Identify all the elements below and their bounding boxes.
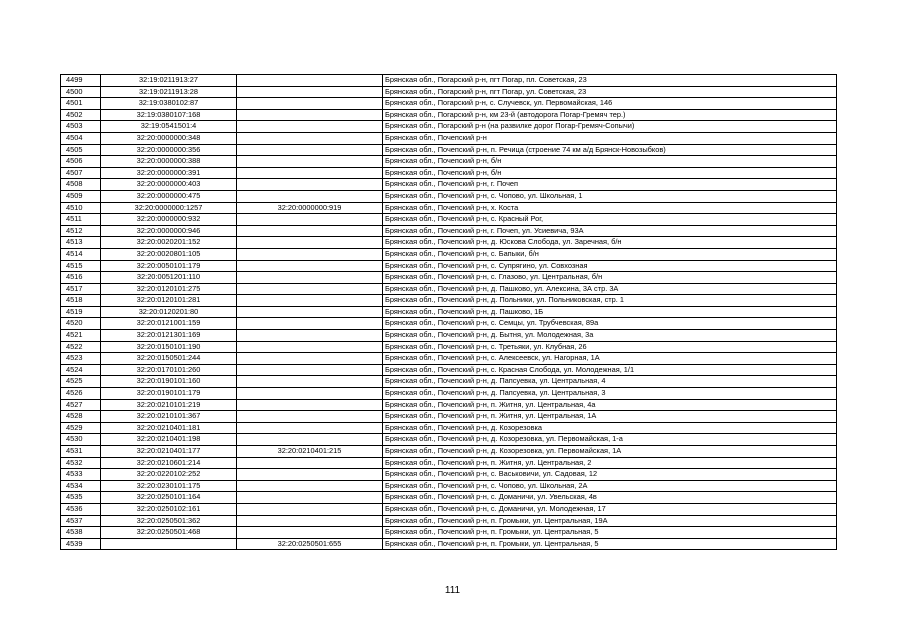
cadastral-number-cell: 32:19:0541501:4	[101, 121, 237, 133]
cadastral-number-cell	[101, 538, 237, 550]
row-number-cell: 4518	[61, 295, 101, 307]
address-cell: Брянская обл., Почепский р-н, с. Доманичи, ул. Увельская, 4в	[383, 492, 837, 504]
address-cell: Брянская обл., Почепский р-н, п. Житня, ул. Центральная, 2	[383, 457, 837, 469]
cadastral-number-cell: 32:20:0121001:159	[101, 318, 237, 330]
cadastral-number-cell: 32:20:0250501:362	[101, 515, 237, 527]
address-cell: Брянская обл., Почепский р-н, б/н	[383, 167, 837, 179]
row-number-cell: 4509	[61, 190, 101, 202]
cadastral-number-cell: 32:20:0250501:468	[101, 527, 237, 539]
table-row	[61, 503, 837, 515]
address-cell: Брянская обл., Почепский р-н, д. Козорезовка, ул. Первомайская, 1-а	[383, 434, 837, 446]
address-cell: Брянская обл., Почепский р-н, г. Почеп	[383, 179, 837, 191]
related-cadastral-number-cell	[237, 260, 383, 272]
cadastral-number-cell: 32:20:0250101:164	[101, 492, 237, 504]
row-number-cell: 4517	[61, 283, 101, 295]
related-cadastral-number-cell	[237, 248, 383, 260]
cadastral-number-cell: 32:20:0170101:260	[101, 364, 237, 376]
table-row	[61, 434, 837, 446]
row-number-cell: 4501	[61, 98, 101, 110]
table-row	[61, 388, 837, 400]
cadastral-number-cell: 32:20:0000000:475	[101, 190, 237, 202]
cadastral-number-cell: 32:20:0000000:391	[101, 167, 237, 179]
cadastral-number-cell: 32:20:0000000:946	[101, 225, 237, 237]
related-cadastral-number-cell	[237, 469, 383, 481]
table-row	[61, 480, 837, 492]
row-number-cell: 4525	[61, 376, 101, 388]
row-number-cell: 4505	[61, 144, 101, 156]
table-row	[61, 411, 837, 423]
table-row	[61, 330, 837, 342]
cadastral-number-cell: 32:20:0250102:161	[101, 503, 237, 515]
table-row	[61, 469, 837, 481]
table-row	[61, 492, 837, 504]
related-cadastral-number-cell	[237, 376, 383, 388]
related-cadastral-number-cell	[237, 515, 383, 527]
row-number-cell: 4538	[61, 527, 101, 539]
table-row	[61, 538, 837, 550]
cadastral-table	[60, 74, 837, 550]
row-number-cell: 4523	[61, 353, 101, 365]
cadastral-number-cell: 32:20:0000000:932	[101, 214, 237, 226]
address-cell: Брянская обл., Погарский р-н, пгт Погар, пл. Советская, 23	[383, 75, 837, 87]
row-number-cell: 4513	[61, 237, 101, 249]
cadastral-number-cell: 32:19:0211913:28	[101, 86, 237, 98]
related-cadastral-number-cell	[237, 318, 383, 330]
address-cell: Брянская обл., Почепский р-н, п. Речица (строение 74 км а/д Брянск-Новозыбков)	[383, 144, 837, 156]
table-row	[61, 248, 837, 260]
address-cell: Брянская обл., Почепский р-н, с. Алексеевск, ул. Нагорная, 1А	[383, 353, 837, 365]
address-cell: Брянская обл., Почепский р-н, д. Папсуевка, ул. Центральная, 4	[383, 376, 837, 388]
cadastral-number-cell: 32:20:0230101:175	[101, 480, 237, 492]
table-row	[61, 86, 837, 98]
address-cell: Брянская обл., Погарский р-н, пгт Погар, ул. Советская, 23	[383, 86, 837, 98]
related-cadastral-number-cell	[237, 86, 383, 98]
address-cell: Брянская обл., Погарский р-н, км 23-й (автодорога Погар-Гремяч тер.)	[383, 109, 837, 121]
cadastral-number-cell: 32:20:0120201:80	[101, 306, 237, 318]
address-cell: Брянская обл., Почепский р-н, б/н	[383, 156, 837, 168]
row-number-cell: 4535	[61, 492, 101, 504]
related-cadastral-number-cell	[237, 156, 383, 168]
related-cadastral-number-cell	[237, 179, 383, 191]
related-cadastral-number-cell	[237, 388, 383, 400]
address-cell: Брянская обл., Почепский р-н, с. Чопово, ул. Школьная, 1	[383, 190, 837, 202]
related-cadastral-number-cell	[237, 364, 383, 376]
cadastral-number-cell: 32:20:0000000:388	[101, 156, 237, 168]
row-number-cell: 4533	[61, 469, 101, 481]
related-cadastral-number-cell	[237, 457, 383, 469]
address-cell: Брянская обл., Почепский р-н, с. Васьковичи, ул. Садовая, 12	[383, 469, 837, 481]
address-cell: Брянская обл., Почепский р-н, с. Чопово, ул. Школьная, 2А	[383, 480, 837, 492]
cadastral-number-cell: 32:20:0121301:169	[101, 330, 237, 342]
related-cadastral-number-cell	[237, 527, 383, 539]
row-number-cell: 4512	[61, 225, 101, 237]
related-cadastral-number-cell	[237, 109, 383, 121]
row-number-cell: 4528	[61, 411, 101, 423]
related-cadastral-number-cell	[237, 295, 383, 307]
table-row	[61, 283, 837, 295]
related-cadastral-number-cell	[237, 492, 383, 504]
address-cell: Брянская обл., Почепский р-н, д. Козорезовка	[383, 422, 837, 434]
address-cell: Брянская обл., Почепский р-н, с. Супрягино, ул. Совхозная	[383, 260, 837, 272]
related-cadastral-number-cell: 32:20:0210401:215	[237, 446, 383, 458]
related-cadastral-number-cell	[237, 341, 383, 353]
row-number-cell: 4520	[61, 318, 101, 330]
related-cadastral-number-cell	[237, 167, 383, 179]
cadastral-number-cell: 32:20:0190101:160	[101, 376, 237, 388]
related-cadastral-number-cell	[237, 480, 383, 492]
table-row	[61, 399, 837, 411]
address-cell: Брянская обл., Почепский р-н, п. Громыки, ул. Центральная, 5	[383, 538, 837, 550]
related-cadastral-number-cell	[237, 422, 383, 434]
cadastral-number-cell: 32:20:0150501:244	[101, 353, 237, 365]
address-cell: Брянская обл., Почепский р-н, с. Семцы, ул. Трубчевская, 89а	[383, 318, 837, 330]
row-number-cell: 4537	[61, 515, 101, 527]
row-number-cell: 4510	[61, 202, 101, 214]
row-number-cell: 4519	[61, 306, 101, 318]
address-cell: Брянская обл., Почепский р-н, с. Красная Слобода, ул. Молодежная, 1/1	[383, 364, 837, 376]
row-number-cell: 4516	[61, 272, 101, 284]
related-cadastral-number-cell	[237, 330, 383, 342]
address-cell: Брянская обл., Почепский р-н, х. Коста	[383, 202, 837, 214]
related-cadastral-number-cell	[237, 98, 383, 110]
table-row	[61, 353, 837, 365]
address-cell: Брянская обл., Почепский р-н, п. Громыки, ул. Центральная, 19А	[383, 515, 837, 527]
table-row	[61, 75, 837, 87]
address-cell: Брянская обл., Почепский р-н, г. Почеп, ул. Усиевича, 93А	[383, 225, 837, 237]
cadastral-number-cell: 32:20:0150101:190	[101, 341, 237, 353]
address-cell: Брянская обл., Почепский р-н, п. Громыки, ул. Центральная, 5	[383, 527, 837, 539]
cadastral-number-cell: 32:20:0050101:179	[101, 260, 237, 272]
table-row	[61, 457, 837, 469]
cadastral-number-cell: 32:20:0210101:367	[101, 411, 237, 423]
table-row	[61, 446, 837, 458]
row-number-cell: 4524	[61, 364, 101, 376]
cadastral-number-cell: 32:20:0210601:214	[101, 457, 237, 469]
table-row	[61, 260, 837, 272]
address-cell: Брянская обл., Почепский р-н, д. Папсуевка, ул. Центральная, 3	[383, 388, 837, 400]
address-cell: Брянская обл., Почепский р-н, с. Бапыки, б/н	[383, 248, 837, 260]
cadastral-number-cell: 32:20:0000000:356	[101, 144, 237, 156]
table-row	[61, 214, 837, 226]
row-number-cell: 4534	[61, 480, 101, 492]
table-row	[61, 295, 837, 307]
row-number-cell: 4511	[61, 214, 101, 226]
cadastral-number-cell: 32:20:0051201:110	[101, 272, 237, 284]
related-cadastral-number-cell	[237, 75, 383, 87]
table-row	[61, 237, 837, 249]
row-number-cell: 4499	[61, 75, 101, 87]
related-cadastral-number-cell	[237, 411, 383, 423]
address-cell: Брянская обл., Почепский р-н, п. Житня, ул. Центральная, 4а	[383, 399, 837, 411]
related-cadastral-number-cell	[237, 272, 383, 284]
related-cadastral-number-cell	[237, 190, 383, 202]
related-cadastral-number-cell	[237, 121, 383, 133]
address-cell: Брянская обл., Почепский р-н, с. Глазово, ул. Центральная, б/н	[383, 272, 837, 284]
row-number-cell: 4515	[61, 260, 101, 272]
table-row	[61, 179, 837, 191]
address-cell: Брянская обл., Почепский р-н, д. Пашково, ул. Алексина, 3А стр. 3А	[383, 283, 837, 295]
related-cadastral-number-cell	[237, 434, 383, 446]
table-row	[61, 306, 837, 318]
table-row	[61, 156, 837, 168]
related-cadastral-number-cell	[237, 353, 383, 365]
cadastral-number-cell: 32:20:0120101:275	[101, 283, 237, 295]
address-cell: Брянская обл., Почепский р-н, с. Третьяки, ул. Клубная, 26	[383, 341, 837, 353]
address-cell: Брянская обл., Почепский р-н, с. Доманичи, ул. Молодежная, 17	[383, 503, 837, 515]
table-row	[61, 98, 837, 110]
cadastral-number-cell: 32:20:0210101:219	[101, 399, 237, 411]
related-cadastral-number-cell: 32:20:0000000:919	[237, 202, 383, 214]
cadastral-number-cell: 32:19:0211913:27	[101, 75, 237, 87]
row-number-cell: 4529	[61, 422, 101, 434]
row-number-cell: 4530	[61, 434, 101, 446]
cadastral-number-cell: 32:20:0190101:179	[101, 388, 237, 400]
address-cell: Брянская обл., Почепский р-н, д. Юскова Слобода, ул. Заречная, б/н	[383, 237, 837, 249]
row-number-cell: 4502	[61, 109, 101, 121]
row-number-cell: 4539	[61, 538, 101, 550]
table-row	[61, 422, 837, 434]
cadastral-number-cell: 32:20:0000000:1257	[101, 202, 237, 214]
table-row	[61, 121, 837, 133]
related-cadastral-number-cell	[237, 237, 383, 249]
related-cadastral-number-cell: 32:20:0250501:655	[237, 538, 383, 550]
related-cadastral-number-cell	[237, 144, 383, 156]
related-cadastral-number-cell	[237, 503, 383, 515]
row-number-cell: 4504	[61, 132, 101, 144]
table-row	[61, 132, 837, 144]
cadastral-number-cell: 32:20:0020201:152	[101, 237, 237, 249]
table-row	[61, 318, 837, 330]
cadastral-number-cell: 32:20:0210401:198	[101, 434, 237, 446]
cadastral-number-cell: 32:20:0210401:177	[101, 446, 237, 458]
table-row	[61, 515, 837, 527]
table-row	[61, 202, 837, 214]
row-number-cell: 4500	[61, 86, 101, 98]
address-cell: Брянская обл., Почепский р-н, д. Польники, ул. Польниковская, стр. 1	[383, 295, 837, 307]
related-cadastral-number-cell	[237, 283, 383, 295]
cadastral-number-cell: 32:19:0380107:168	[101, 109, 237, 121]
cadastral-number-cell: 32:20:0020801:105	[101, 248, 237, 260]
address-cell: Брянская обл., Почепский р-н, с. Красный Рог,	[383, 214, 837, 226]
related-cadastral-number-cell	[237, 399, 383, 411]
row-number-cell: 4526	[61, 388, 101, 400]
row-number-cell: 4514	[61, 248, 101, 260]
table-row	[61, 167, 837, 179]
cadastral-table-body	[61, 75, 837, 550]
row-number-cell: 4522	[61, 341, 101, 353]
table-row	[61, 527, 837, 539]
table-row	[61, 190, 837, 202]
table-row	[61, 144, 837, 156]
table-row	[61, 376, 837, 388]
row-number-cell: 4507	[61, 167, 101, 179]
cadastral-number-cell: 32:20:0210401:181	[101, 422, 237, 434]
address-cell: Брянская обл., Почепский р-н, д. Бытня, ул. Молодежная, 3а	[383, 330, 837, 342]
address-cell: Брянская обл., Почепский р-н	[383, 132, 837, 144]
cadastral-number-cell: 32:20:0120101:281	[101, 295, 237, 307]
cadastral-number-cell: 32:19:0380102:87	[101, 98, 237, 110]
row-number-cell: 4506	[61, 156, 101, 168]
address-cell: Брянская обл., Почепский р-н, д. Козорезовка, ул. Первомайская, 1А	[383, 446, 837, 458]
table-row	[61, 364, 837, 376]
cadastral-number-cell: 32:20:0220102:252	[101, 469, 237, 481]
row-number-cell: 4508	[61, 179, 101, 191]
related-cadastral-number-cell	[237, 306, 383, 318]
row-number-cell: 4532	[61, 457, 101, 469]
page-number: 111	[444, 585, 461, 596]
related-cadastral-number-cell	[237, 132, 383, 144]
row-number-cell: 4521	[61, 330, 101, 342]
related-cadastral-number-cell	[237, 225, 383, 237]
row-number-cell: 4527	[61, 399, 101, 411]
row-number-cell: 4531	[61, 446, 101, 458]
address-cell: Брянская обл., Почепский р-н, п. Житня, ул. Центральная, 1А	[383, 411, 837, 423]
address-cell: Брянская обл., Почепский р-н, д. Пашково, 1Б	[383, 306, 837, 318]
table-row	[61, 341, 837, 353]
address-cell: Брянская обл., Погарский р-н, с. Случевск, ул. Первомайская, 146	[383, 98, 837, 110]
row-number-cell: 4536	[61, 503, 101, 515]
address-cell: Брянская обл., Погарский р-н (на развилке дорог Погар-Гремяч-Сопычи)	[383, 121, 837, 133]
row-number-cell: 4503	[61, 121, 101, 133]
cadastral-number-cell: 32:20:0000000:348	[101, 132, 237, 144]
related-cadastral-number-cell	[237, 214, 383, 226]
table-row	[61, 109, 837, 121]
table-row	[61, 272, 837, 284]
table-row	[61, 225, 837, 237]
cadastral-number-cell: 32:20:0000000:403	[101, 179, 237, 191]
